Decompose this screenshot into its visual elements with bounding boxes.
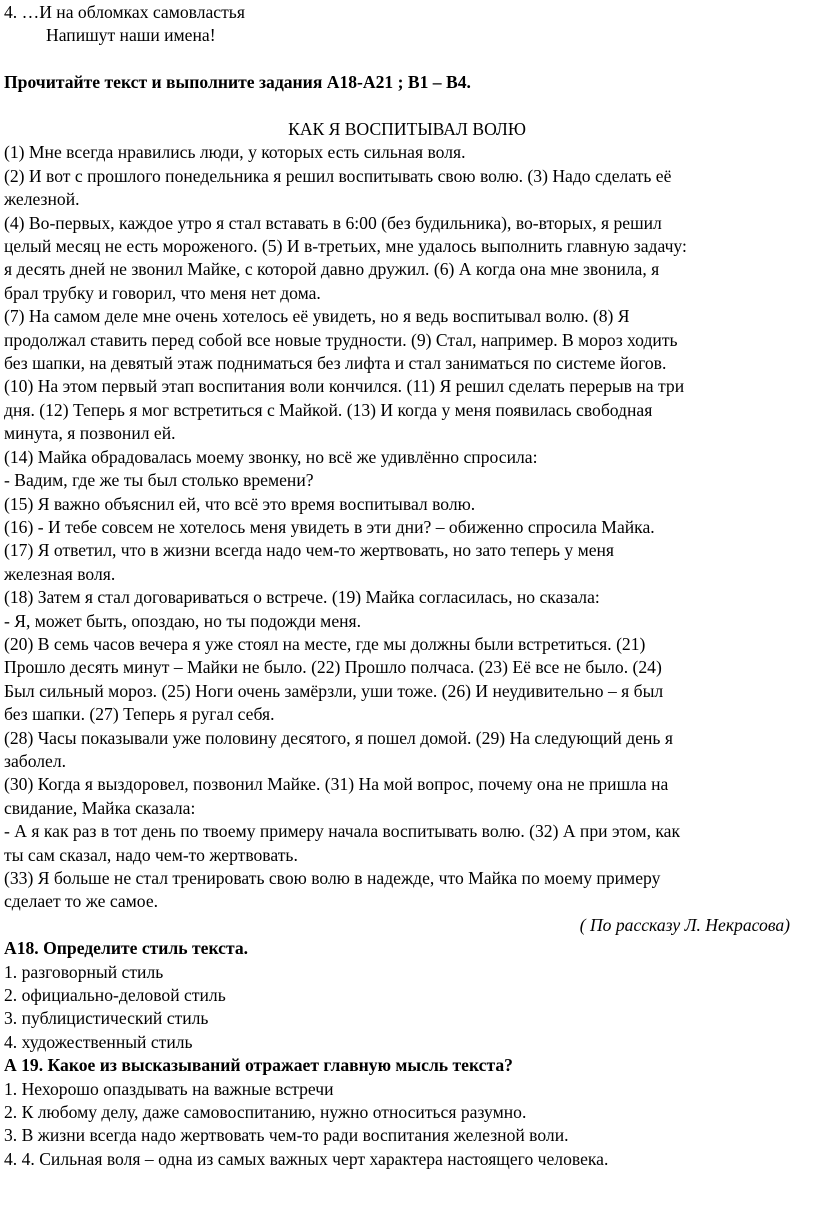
story-line: (30) Когда я выздоровел, позвонил Майке. (31) На мой вопрос, почему она не пришла на [4, 774, 669, 795]
spacer [4, 95, 810, 118]
story-attribution: ( По рассказу Л. Некрасова) [579, 914, 790, 935]
answer-option: 2. официально-деловой стиль [4, 985, 226, 1006]
task-instruction: Прочитайте текст и выполните задания А18-А21 ; В1 – В4. [4, 72, 471, 93]
question-heading: А18. Определите стиль текста. [4, 938, 249, 959]
story-line: (16) - И тебе совсем не хотелось меня увидеть в эти дни? – обиженно спросила Майка. [4, 516, 655, 537]
story-line: (33) Я больше не стал тренировать свою волю в надежде, что Майка по моему примеру [4, 868, 661, 888]
question-heading: А 19. Какое из высказываний отражает главную мысль текста? [4, 1055, 513, 1076]
story-text [4, 141, 810, 913]
story-line: - А я как раз в тот день по твоему примеру начала воспитывать волю. (32) А при этом, как [4, 821, 681, 842]
story-line: (14) Майка обрадовалась моему звонку, но всё же удивлённо спросила: [4, 446, 538, 467]
answer-option: 4. 4. Сильная воля – одна из самых важных черт характера настоящего человека. [4, 1148, 609, 1169]
story-line: (7) На самом деле мне очень хотелось её увидеть, но я ведь воспитывал волю. (8) Я [4, 306, 630, 327]
story-line: сделает то же самое. [4, 891, 159, 912]
story-line: заболел. [4, 750, 67, 771]
story-line: (20) В семь часов вечера я уже стоял на месте, где мы должны были встретиться. (21) [4, 633, 646, 654]
story-line: без шапки, на девятый этаж подниматься без лифта и стал заниматься по системе йогов. [4, 353, 667, 374]
story-line: продолжал ставить перед собой все новые трудности. (9) Стал, например. В мороз ходить [4, 329, 678, 350]
story-line: без шапки. (27) Теперь я ругал себя. [4, 704, 275, 725]
story-line: свидание, Майка сказала: [4, 797, 196, 818]
answer-option: 2. К любому делу, даже самовоспитанию, нужно относиться разумно. [4, 1102, 527, 1123]
story-line: (18) Затем я стал договариваться о встрече. (19) Майка согласилась, но сказала: [4, 587, 600, 608]
story-line: я десять дней не звонил Майке, с которой давно дружил. (6) А когда она мне звонила, я [4, 259, 660, 280]
document-page [4, 1, 810, 1171]
answer-option: 3. публицистический стиль [4, 1008, 209, 1029]
story-line: - Вадим, где же ты был столько времени? [4, 470, 314, 491]
story-line: (4) Во-первых, каждое утро я стал вставать в 6:00 (без будильника), во-вторых, я решил [4, 212, 662, 233]
answer-option: 1. разговорный стиль [4, 961, 164, 982]
answer-option: 1. Нехорошо опаздывать на важные встречи [4, 1078, 334, 1099]
story-line: Был сильный мороз. (25) Ноги очень замёрзли, уши тоже. (26) И неудивительно – я был [4, 680, 664, 701]
story-line: дня. (12) Теперь я мог встретиться с Майкой. (13) И когда у меня появилась свободная [4, 399, 653, 420]
story-line: минута, я позвонил ей. [4, 423, 176, 444]
answer-option: 4. художественный стиль [4, 1031, 193, 1052]
story-line: (2) И вот с прошлого понедельника я решил воспитывать свою волю. (3) Надо сделать её [4, 165, 672, 186]
story-title: КАК Я ВОСПИТЫВАЛ ВОЛЮ [288, 119, 526, 139]
poem-line-2: Напишут наши имена! [46, 25, 216, 46]
story-line: (1) Мне всегда нравились люди, у которых есть сильная воля. [4, 142, 466, 163]
story-line: (10) На этом первый этап воспитания воли кончился. (11) Я решил сделать перерыв на три [4, 376, 685, 397]
story-line: железной. [4, 189, 80, 210]
story-line: Прошло десять минут – Майки не было. (22) Прошло полчаса. (23) Её все не было. (24) [4, 657, 662, 678]
question-a19 [4, 1054, 810, 1171]
story-line: (28) Часы показывали уже половину десятого, я пошел домой. (29) На следующий день я [4, 727, 673, 748]
story-line: целый месяц не есть мороженого. (5) И в-третьих, мне удалось выполнить главную задачу: [4, 236, 687, 257]
poem-line-1: 4. …И на обломках самовластья [4, 2, 245, 22]
story-line: ты сам сказал, надо чем-то жертвовать. [4, 844, 298, 865]
story-line: (15) Я важно объяснил ей, что всё это время воспитывал волю. [4, 493, 476, 514]
story-line: (17) Я ответил, что в жизни всегда надо чем-то жертвовать, но зато теперь у меня [4, 540, 615, 561]
story-line: - Я, может быть, опоздаю, но ты подожди меня. [4, 610, 362, 631]
spacer [4, 48, 810, 71]
story-line: брал трубку и говорил, что меня нет дома. [4, 282, 321, 303]
answer-option: 3. В жизни всегда надо жертвовать чем-то ради воспитания железной воли. [4, 1125, 569, 1146]
story-line: железная воля. [4, 563, 116, 584]
question-a18 [4, 937, 810, 1054]
